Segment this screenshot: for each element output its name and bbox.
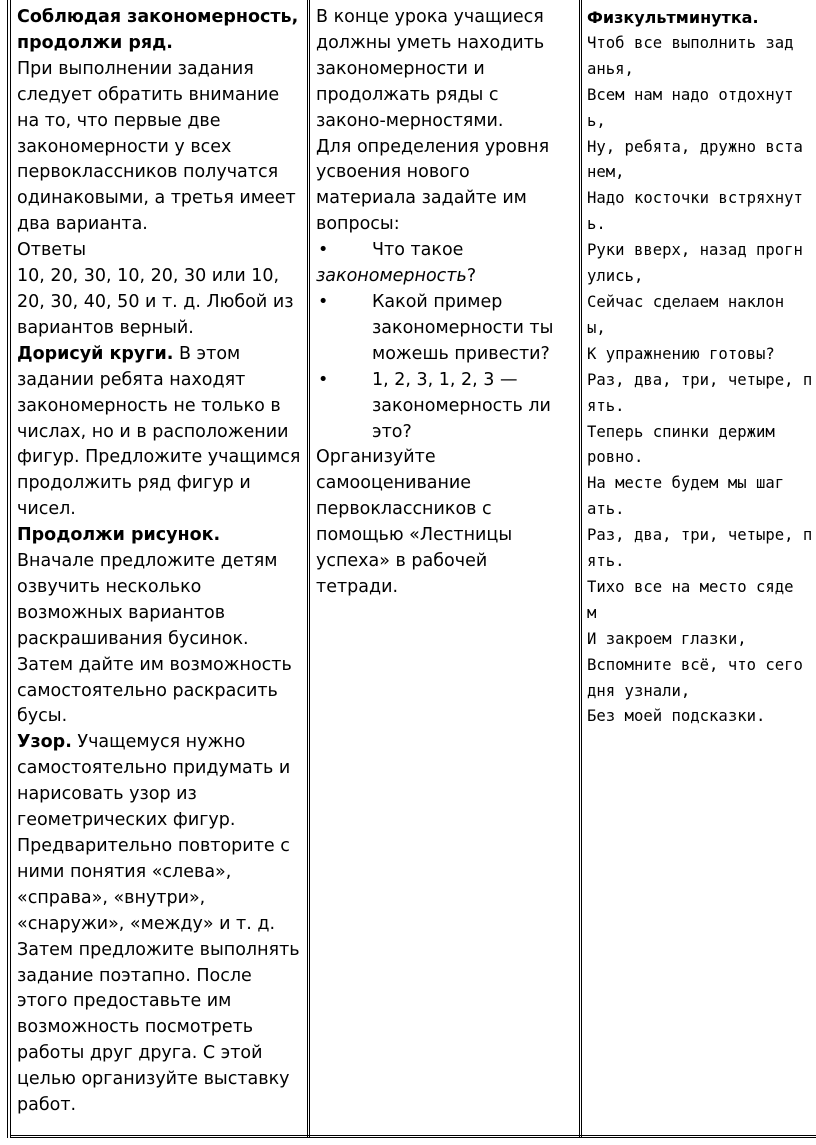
section-continue-drawing bbox=[17, 523, 301, 730]
list-item bbox=[316, 238, 573, 264]
poem-line: Ну, ребята, дружно вста bbox=[587, 137, 803, 156]
section-title: Продолжи рисунок. bbox=[17, 525, 221, 546]
poem-line: ы, bbox=[587, 318, 606, 337]
question-text: 1, 2, 3, 1, 2, 3 — закономерность ли это? bbox=[372, 369, 551, 442]
poem-line: ь, bbox=[587, 111, 606, 130]
poem-line: анья, bbox=[587, 59, 634, 78]
poem-line: Всем нам надо отдохнут bbox=[587, 85, 794, 104]
exercise-poem bbox=[587, 31, 816, 730]
poem-line: На месте будем мы шаг bbox=[587, 474, 785, 493]
section-text: Учащемуся нужно самостоятельно придумать и нарисовать узор из геометрических фигур. Предварительно повторите с ними понятия «слева», «справа», «внутри», «снаружи», «между» и т. д. Затем предложите выполнять задание поэтапно. После этого предоставьте им возможность посмотреть работы друг друга. С этой целью организуйте выставку работ. bbox=[17, 732, 300, 1116]
section-title: Узор. bbox=[17, 732, 72, 753]
poem-line: К упражнению готовы? bbox=[587, 344, 775, 363]
outcomes-questions-intro: Для определения уровня усвоения нового материала задайте им вопросы: bbox=[316, 136, 550, 235]
poem-line: Надо косточки встряхнут bbox=[587, 189, 803, 208]
poem-line: ять. bbox=[587, 552, 625, 571]
section-continue-row bbox=[17, 5, 301, 57]
section-text: В этом задании ребята находят закономерность не только в числах, но и в расположении фигур. Предложите учащимся продолжить ряд фигур и чисел. bbox=[17, 343, 301, 520]
question-suffix: ? bbox=[466, 266, 477, 287]
section-title: Дорисуй круги. bbox=[17, 343, 174, 364]
poem-line: ровно. bbox=[587, 448, 644, 467]
section-pattern bbox=[17, 730, 301, 1119]
poem-line: ать. bbox=[587, 500, 625, 519]
poem-line: Раз, два, три, четыре, п bbox=[587, 370, 813, 389]
poem-line: Теперь спинки держим bbox=[587, 422, 775, 441]
poem-line: Вспомните всё, что сего bbox=[587, 655, 803, 674]
poem-line: Сейчас сделаем наклон bbox=[587, 292, 785, 311]
bullet-icon: • bbox=[318, 369, 329, 390]
poem-line: дня узнали, bbox=[587, 681, 691, 700]
poem-line: Руки вверх, назад прогн bbox=[587, 241, 803, 260]
section-title: Физкультминутка. bbox=[587, 8, 759, 27]
poem-line: Тихо все на место сяде bbox=[587, 577, 794, 596]
column-outcomes bbox=[309, 0, 581, 1137]
poem-line: м bbox=[587, 603, 597, 622]
bullet-icon: • bbox=[318, 291, 329, 312]
answers-label: Ответы bbox=[17, 240, 87, 261]
question-italic: закономерность bbox=[316, 266, 467, 287]
question-prefix: Что такое bbox=[372, 240, 464, 261]
poem-line: Без моей подсказки. bbox=[587, 707, 766, 726]
section-title: Соблюдая закономерность, продолжи ряд. bbox=[17, 7, 299, 53]
poem-line: ь. bbox=[587, 215, 606, 234]
poem-line: улись, bbox=[587, 267, 644, 286]
poem-line: Чтоб все выполнить зад bbox=[587, 33, 794, 52]
section-draw-circles bbox=[17, 342, 301, 523]
column-exercise bbox=[581, 0, 816, 1137]
question-text: Какой пример закономерности ты можешь привести? bbox=[372, 291, 554, 364]
poem-line: ять. bbox=[587, 396, 625, 415]
poem-line: нем, bbox=[587, 163, 625, 182]
list-item bbox=[316, 290, 573, 368]
question-text bbox=[372, 238, 463, 264]
outcomes-outro: Организуйте самооценивание первоклассников с помощью «Лестницы успеха» в рабочей тетради. bbox=[316, 447, 513, 597]
poem-line: Раз, два, три, четыре, п bbox=[587, 526, 813, 545]
list-item bbox=[316, 368, 573, 446]
question-continuation bbox=[316, 264, 573, 290]
section-text: При выполнении задания следует обратить внимание на то, что первые две закономерности у всех первоклассников получатся одинаковыми, а третья имеет два варианта. bbox=[17, 58, 296, 235]
poem-line: И закроем глазки, bbox=[587, 629, 747, 648]
table-row bbox=[9, 0, 816, 1137]
lesson-table bbox=[7, 0, 816, 1138]
outcomes-intro: В конце урока учащиеся должны уметь находить закономерности и продолжать ряды с законо-мерностями. bbox=[316, 7, 545, 131]
bullet-icon: • bbox=[318, 240, 329, 261]
answers-text: 10, 20, 30, 10, 20, 30 или 10, 20, 30, 40, 50 и т. д. Любой из вариантов верный. bbox=[17, 266, 294, 338]
section-text: Вначале предложите детям озвучить несколько возможных вариантов раскрашивания бусинок. Затем дайте им возможность самостоятельно раскрасить бусы. bbox=[17, 551, 292, 727]
column-tasks bbox=[9, 0, 309, 1137]
exercise-title bbox=[587, 5, 816, 31]
